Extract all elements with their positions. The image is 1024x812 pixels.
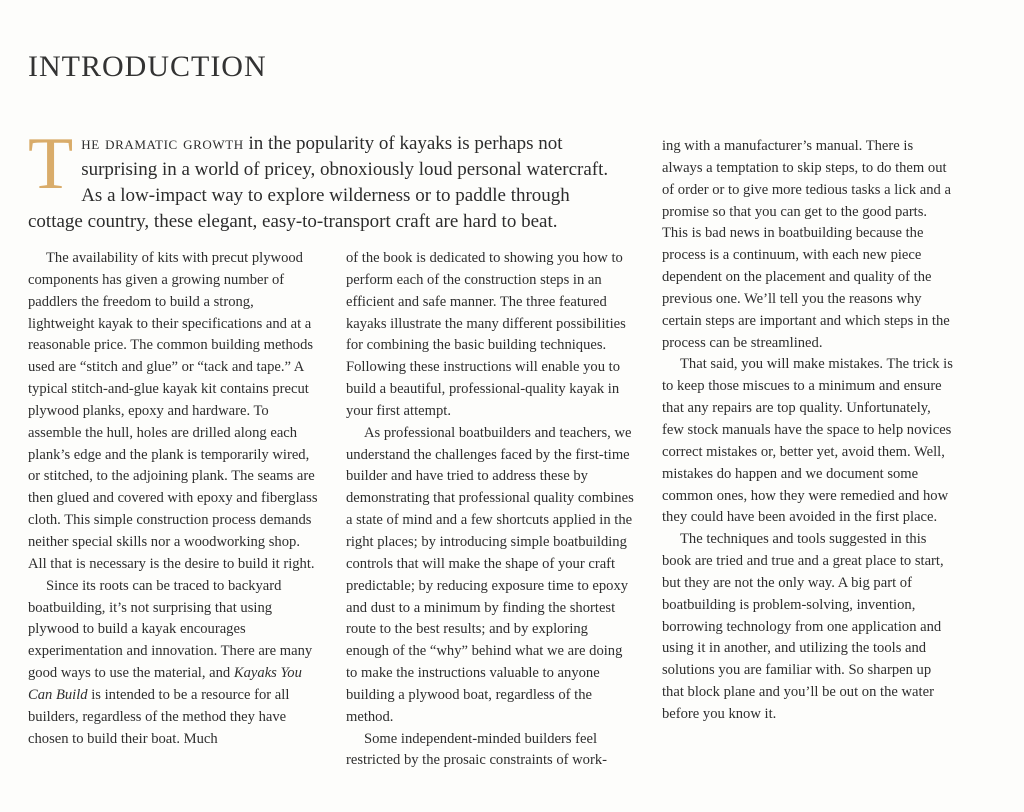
drop-cap: T (28, 123, 74, 205)
col1-paragraph-2-a: Since its roots can be traced to backyard boatbuilding, it’s not surprising that using plywood to build a kayak encourages experimentation and innovation. There are many good ways to use the material, and (28, 577, 313, 682)
column-1 (28, 248, 320, 750)
book-title: Kayaks You Can Build (28, 665, 302, 703)
col2-paragraph-2: As professional boatbuilders and teachers, we understand the challenges faced by the first-time builder and have tried to address these by demonstrating that professional quality combines a state of mind and a few shortcuts applied in the right places; by introducing simple boatbuilding controls that will make the shape of your craft predictable; by reducing exposure time to epoxy and dust to a minimum by finding the shortest route to the best results; and by exploring enough of the “why” behind what we are doing to make the instructions valuable to anyone building a plywood boat, regardless of the method. (346, 424, 634, 725)
col1-paragraph-2-b: is intended to be a resource for all builders, regardless of the method they have chosen to build their boat. Much (28, 686, 290, 747)
col1-paragraph-1: The availability of kits with precut plywood components has given a growing number of paddlers the freedom to build a strong, lightweight kayak to their specifications and at a reasonable price. The common building methods used are “stitch and glue” or “tack and tape.” A typical stitch-and-glue kayak kit contains precut plywood planks, epoxy and hardware. To assemble the hull, holes are drilled along each plank’s edge and the plank is temporarily wired, or stitched, to the adjoining plank. The seams are then glued and covered with epoxy and fiberglass cloth. This simple construction process demands neither special skills nor a woodworking shop. All that is necessary is the desire to build it right. (28, 250, 318, 572)
intro-paragraph (28, 123, 628, 235)
col3-paragraph-3: The techniques and tools suggested in this book are tried and true and a great place to start, but they are not the only way. A big part of boatbuilding is problem-solving, invention, borrowing technology from one application and using it in another, and utilizing the tools and solutions you are familiar with. So sharpen up that block plane and you’ll be out on the water before you know it. (662, 531, 944, 722)
column-2 (346, 248, 634, 772)
col2-paragraph-1: of the book is dedicated to showing you how to perform each of the construction steps in an efficient and safe manner. The three featured kayaks illustrate the many different possibilities for combining the basic building techniques. Following these instructions will enable you to build a beautiful, professional-quality kayak in your first attempt. (346, 250, 626, 419)
col1-paragraph-2 (28, 576, 320, 751)
intro-smallcaps: he dramatic growth (81, 133, 244, 154)
intro-text: in the popularity of kayaks is perhaps not surprising in a world of pricey, obnoxiously loud personal watercraft. As a low-impact way to explore wilderness or to paddle through cottage country, these elegant, easy-to-transport craft are hard to beat. (28, 133, 609, 232)
col3-paragraph-1: ing with a manufacturer’s manual. There is always a temptation to skip steps, to do them out of order or to give more tedious tasks a lick and a promise so that you can get to the good parts. This is bad news in boatbuilding because the process is a continuum, with each new piece dependent on the placement and quality of the previous one. We’ll tell you the reasons why certain steps are important and which steps in the process can be streamlined. (662, 138, 951, 351)
column-3 (662, 136, 954, 726)
col3-paragraph-2: That said, you will make mistakes. The trick is to keep those miscues to a minimum and ensure that any repairs are top quality. Unfortunately, few stock manuals have the space to help novices correct mistakes or, better yet, avoid them. Well, mistakes do happen and we document some common ones, how they were remedied and how they could have been avoided in the first place. (662, 356, 953, 526)
col2-paragraph-3: Some independent-minded builders feel restricted by the prosaic constraints of work- (346, 730, 607, 769)
page-title: INTRODUCTION (28, 50, 267, 83)
